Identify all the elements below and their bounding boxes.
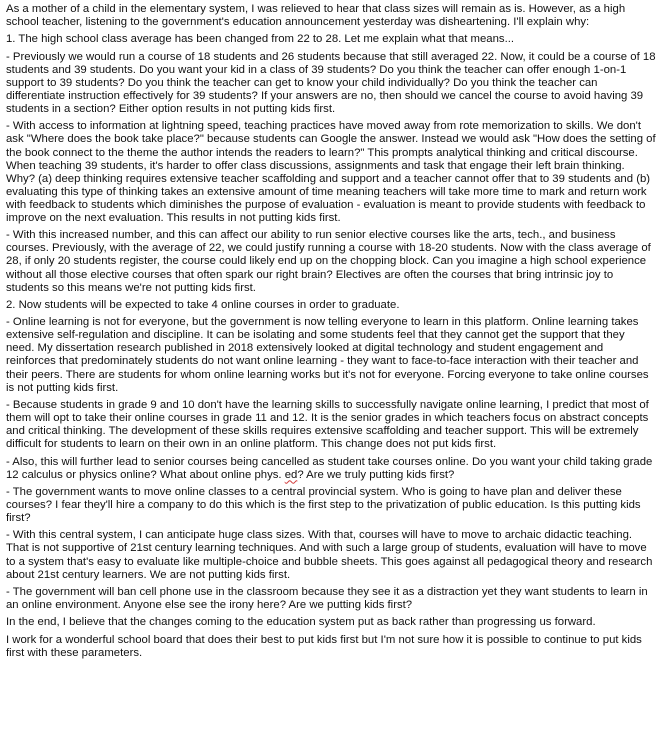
class-size-paragraph: - Previously we would run a course of 18 students and 26 students because that still averaged 22. Now, it could be a course of 18 students and 39 students. Do you want your kid in a class of 39 students? Do you think the teacher can offer enough 1-on-1 support to 39 students? Do you think the teacher can get to know your child individually? Do you think the teacher can differentiate instruction effectively for 39 students? If your answers are no, then should we cancel the course to avoid having 39 students in a section? Either option results in not putting kids first. [6, 50, 656, 116]
point-2-heading: 2. Now students will be expected to take 4 online courses in order to graduate. [6, 298, 400, 311]
spellcheck-flagged-word: ed [284, 468, 298, 481]
intro-paragraph: As a mother of a child in the elementary system, I was relieved to hear that class sizes will remain as is. However, as a high school teacher, listening to the government's education announcement yesterday was disheartening. I'll explain why: [6, 3, 626, 29]
closing-paragraph: I work for a wonderful school board that does their best to put kids first but I'm not sure how it is possible to continue to put kids first with these parameters. [6, 633, 642, 659]
point-1-heading: 1. The high school class average has been changed from 22 to 28. Let me explain what that means... [6, 33, 515, 46]
central-system-paragraph: - The government wants to move online classes to a central provincial system. Who is going to have plan and deliver these courses? I fear they'll hire a company to do this which is the first step to the privatization of public education. Is this putting kids first? [6, 485, 641, 525]
class-sizes-paragraph: - With this central system, I can anticipate huge class sizes. With that, courses will have to move to archaic didactic teaching. That is not supportive of 21st century learning techniques. And with such a large group of students, evaluation will have to move to a system that's easy to evaluate like multiple-choice and bubble sheets. This goes against all pedagogical theory and research about 21st century learners. We are not putting kids first. [6, 529, 653, 581]
paragraph-text-after: ? Are we truly putting kids first? [297, 468, 455, 481]
critical-thinking-paragraph: - With access to information at lightning speed, teaching practices have moved away from rote memorization to skills. We don't ask "Where does the book take place?" because students can Google the answer. Instead we would ask "How does the setting of the book connect to the theme the author intends the readers to learn?" This prompts analytical thinking and critical discourse. When teaching 39 students, it's harder to offer class discussions, assignments and task that engage their left brain thinking. Why? (a) deep thinking requires extensive teacher scaffolding and support and a teacher cannot offer that to 39 students and (b) evaluating this type of thinking takes an extensive amount of time meaning teachers will take more time to mark and return work with feedback to students which diminishes the purpose of evaluation - evaluation is meant to provide students with feedback to improve on the next evaluation. This results in not putting kids first. [6, 120, 656, 224]
elective-courses-paragraph: - With this increased number, and this can affect our ability to run senior elective courses like the arts, tech., and business courses. Previously, with the average of 22, we could justify running a course with 18-20 students. Now with the class average of 28, if only 20 students register, the course could likely end up on the chopping block. Can you imagine a high school experience without all those elective courses that often spark our right brain? Electives are often the courses that bring intrinsic joy to students so this means we're not putting kids first. [6, 229, 651, 294]
conclusion-paragraph: In the end, I believe that the changes coming to the education system put as back rather than progressing us forward. [6, 616, 596, 629]
course-cancellation-paragraph [6, 456, 656, 482]
senior-grades-paragraph: - Because students in grade 9 and 10 don't have the learning skills to successfully navigate online learning, I predict that most of them will opt to take their online courses in grade 11 and 12. It is the senior grades in which teachers focus on abstract concepts and critical thinking. The development of these skills requires extensive scaffolding and teacher support. This will be extremely difficult for students to learn on their own in an online platform. This change does not put kids first. [6, 398, 649, 451]
paragraph-text-before: - Also, this will further lead to senior courses being cancelled as student take courses online. Do you want your child taking grade 12 calculus or physics online? What about online phys. [6, 455, 653, 481]
online-learning-paragraph: - Online learning is not for everyone, but the government is now telling everyone to learn in this platform. Online learning takes extensive self-regulation and discipline. It can be isolating and some students feel that they cannot get the support that they need. My dissertation research published in 2018 extensively looked at digital technology and student engagement and reinforces that predominately students do not want online learning - they want to face-to-face interaction with their teacher and their peers. There are students for whom online learning works but it's not for everyone. Forcing everyone to take online courses is not putting kids first. [6, 316, 649, 394]
cell-phone-paragraph: - The government will ban cell phone use in the classroom because they see it as a distraction yet they want students to learn in an online environment. Anyone else see the irony here? Are we putting kids first? [6, 585, 648, 611]
